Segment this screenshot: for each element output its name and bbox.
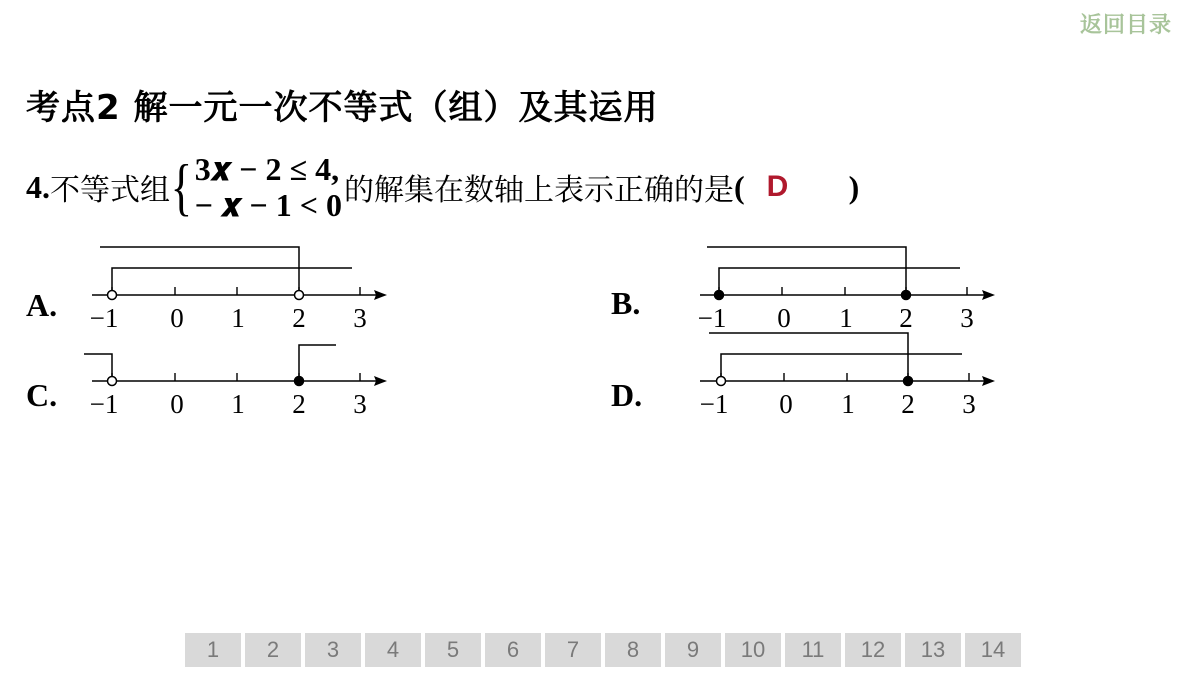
question-number: 4. — [26, 168, 50, 205]
left-brace-icon: { — [170, 151, 193, 222]
page-button-7[interactable]: 7 — [545, 633, 601, 667]
option-c-label[interactable]: C. — [26, 377, 58, 413]
open-paren: ( — [734, 168, 745, 205]
tick-label: 0 — [777, 303, 791, 333]
ray-left — [709, 333, 908, 377]
tick-label: 2 — [899, 303, 913, 333]
option-a-graph — [90, 247, 387, 333]
page-button-6[interactable]: 6 — [485, 633, 541, 667]
page-button-13[interactable]: 13 — [905, 633, 961, 667]
tick-label: 3 — [960, 303, 974, 333]
option-b-graph — [698, 247, 995, 333]
tick-label: 2 — [292, 389, 306, 419]
ticks — [719, 287, 967, 295]
page-button-8[interactable]: 8 — [605, 633, 661, 667]
ticks — [112, 373, 360, 381]
tick-label: 2 — [901, 389, 915, 419]
page-button-2[interactable]: 2 — [245, 633, 301, 667]
option-d-graph — [700, 333, 995, 419]
closed-point-icon — [904, 377, 913, 386]
closed-point-icon — [902, 291, 911, 300]
tick-label: 1 — [231, 303, 245, 333]
back-to-contents-link[interactable]: 返回目录 — [1079, 13, 1172, 38]
answer-text: D — [766, 170, 789, 203]
tick-label: 0 — [779, 389, 793, 419]
tick-label: 2 — [292, 303, 306, 333]
option-d-label[interactable]: D. — [611, 377, 643, 413]
page-button-1[interactable]: 1 — [185, 633, 241, 667]
inequality-1: 3𝒙 − 2 ≤ 4, — [194, 151, 340, 187]
option-a-label[interactable]: A. — [26, 287, 58, 323]
tick-label: 3 — [962, 389, 976, 419]
inequality-2: − 𝒙 − 1 < 0 — [194, 187, 342, 223]
page-button-14[interactable]: 14 — [965, 633, 1021, 667]
ray-left — [84, 354, 112, 377]
tick-label: 1 — [841, 389, 855, 419]
ray-right — [112, 268, 352, 291]
question-prefix: 不等式组 — [50, 173, 170, 208]
ray-right — [719, 268, 960, 291]
tick-label: 1 — [839, 303, 853, 333]
tick-label: 0 — [170, 389, 184, 419]
ticks — [721, 373, 969, 381]
tick-label: −1 — [697, 303, 727, 333]
close-paren: ) — [848, 168, 860, 205]
page-button-11[interactable]: 11 — [785, 633, 841, 667]
ray-left — [100, 247, 299, 291]
option-b-label[interactable]: B. — [611, 285, 641, 321]
page-button-3[interactable]: 3 — [305, 633, 361, 667]
tick-label: −1 — [89, 303, 119, 333]
open-point-icon — [108, 291, 117, 300]
option-c-graph — [84, 345, 387, 419]
ticks — [112, 287, 360, 295]
open-point-icon — [295, 291, 304, 300]
closed-point-icon — [715, 291, 724, 300]
open-point-icon — [108, 377, 117, 386]
ray-right — [299, 345, 336, 377]
ray-left — [707, 247, 906, 291]
tick-label: 0 — [170, 303, 184, 333]
page-button-4[interactable]: 4 — [365, 633, 421, 667]
open-point-icon — [717, 377, 726, 386]
page-button-10[interactable]: 10 — [725, 633, 781, 667]
closed-point-icon — [295, 377, 304, 386]
tick-label: −1 — [89, 389, 119, 419]
page-button-12[interactable]: 12 — [845, 633, 901, 667]
tick-label: 3 — [353, 389, 367, 419]
section-title: 考点2 解一元一次不等式（组）及其运用 — [26, 88, 659, 128]
tick-label: 1 — [231, 389, 245, 419]
page-button-9[interactable]: 9 — [665, 633, 721, 667]
tick-label: −1 — [699, 389, 729, 419]
page-button-5[interactable]: 5 — [425, 633, 481, 667]
page-navigation — [185, 633, 1021, 667]
ray-right — [721, 354, 962, 377]
tick-label: 3 — [353, 303, 367, 333]
question-suffix: 的解集在数轴上表示正确的是 — [344, 173, 734, 208]
